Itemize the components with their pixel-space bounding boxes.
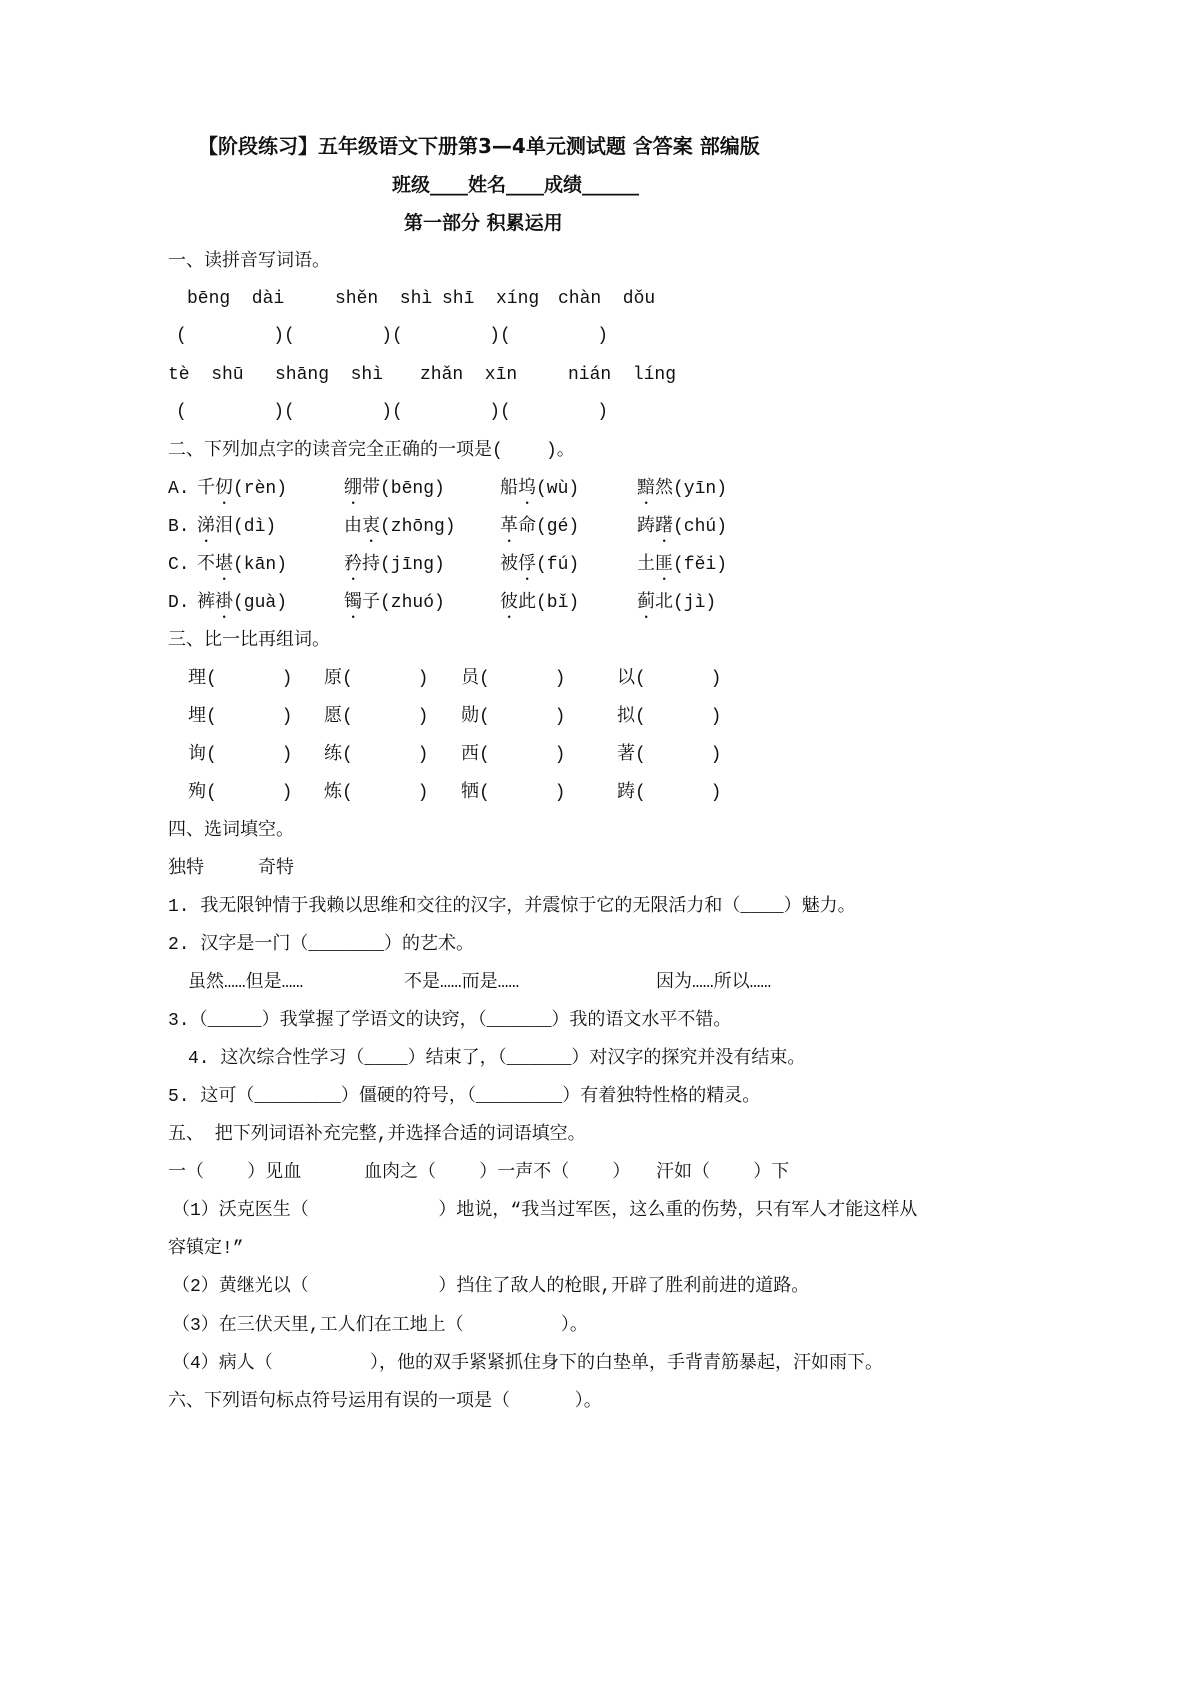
sentence: 2. 汉字是一门（_______）的艺术。 — [168, 935, 475, 955]
sentence: 3.（_____）我掌握了学语文的诀窍，（______）我的语文水平不错。 — [168, 1011, 732, 1031]
word-building-item[interactable] — [324, 743, 428, 767]
pinyin: (zhōng) — [380, 517, 456, 537]
option-word — [197, 553, 287, 585]
sentence: （2）黄继光以（ ）挡住了敌人的枪眼,开辟了胜利前进的道路。 — [172, 1277, 810, 1297]
blank[interactable]: ( ) — [206, 745, 293, 765]
character: 拟 — [617, 707, 635, 727]
dotted-character: 彼 — [500, 593, 518, 613]
character: 员 — [461, 669, 479, 689]
character: 著 — [617, 745, 635, 765]
character: 原 — [324, 669, 342, 689]
blank[interactable]: ( ) — [206, 707, 293, 727]
option-word — [637, 591, 716, 623]
character: 北 — [655, 593, 673, 613]
character: 泪 — [215, 517, 233, 537]
sentence: 容镇定!” — [168, 1239, 244, 1259]
blank[interactable]: ( ) — [342, 783, 429, 803]
dotted-character: 涕 — [197, 517, 215, 537]
character: 踌 — [637, 517, 655, 537]
pinyin-item: tè shū — [168, 365, 244, 385]
option-word — [637, 515, 727, 547]
word-building-item[interactable] — [324, 705, 428, 729]
character: 子 — [362, 593, 380, 613]
word-building-item[interactable] — [188, 743, 292, 767]
dotted-character: 镯 — [344, 593, 362, 613]
character: 船 — [500, 479, 518, 499]
word-building-item[interactable] — [188, 705, 292, 729]
dotted-character: 褂 — [215, 593, 233, 613]
option-word — [197, 515, 276, 547]
dotted-character: 矜 — [344, 555, 362, 575]
blank[interactable]: ( ) — [479, 745, 566, 765]
sentence: （4）病人（ ），他的双手紧紧抓住身下的白垫单，手背青筋暴起，汗如雨下。 — [172, 1354, 884, 1374]
character: 然 — [655, 479, 673, 499]
q4-heading: 四、选词填空。 — [168, 821, 294, 841]
word-building-item[interactable] — [617, 705, 721, 729]
character: 愿 — [324, 707, 342, 727]
conjunction-choice: 因为……所以…… — [656, 973, 772, 993]
dotted-character: 衷 — [362, 517, 380, 537]
word-building-item[interactable] — [324, 781, 428, 805]
character: 理 — [188, 669, 206, 689]
word-building-item[interactable] — [617, 667, 721, 691]
word-building-item[interactable] — [324, 667, 428, 691]
option-word — [500, 553, 579, 585]
dotted-character: 躇 — [655, 517, 673, 537]
character: 以 — [617, 669, 635, 689]
word-building-item[interactable] — [461, 705, 565, 729]
pinyin: (jīng) — [380, 555, 445, 575]
pinyin: (chú) — [673, 517, 728, 537]
blank[interactable]: ( ) — [342, 707, 429, 727]
blank[interactable]: ( ) — [479, 707, 566, 727]
q1-heading: 一、读拼音写词语。 — [168, 252, 330, 272]
idiom: 汗如（ ）下 — [656, 1163, 790, 1183]
character: 埋 — [188, 707, 206, 727]
q2-heading: 二、下列加点字的读音完全正确的一项是( )。 — [168, 441, 575, 461]
pinyin-item: chàn dǒu — [558, 289, 656, 309]
blank[interactable]: ( ) — [635, 745, 722, 765]
character: 勋 — [461, 707, 479, 727]
pinyin: (gé) — [536, 517, 580, 537]
option-label[interactable]: A. — [168, 479, 190, 499]
pinyin: (yīn) — [673, 479, 728, 499]
character: 裤 — [197, 593, 215, 613]
blank[interactable]: ( ) — [342, 669, 429, 689]
option-word — [344, 477, 445, 509]
dotted-character: 匪 — [655, 555, 673, 575]
character: 不 — [197, 555, 215, 575]
sentence: 5. 这可（________）僵硬的符号，（________）有着独特性格的精灵。 — [168, 1087, 761, 1107]
q3-heading: 三、比一比再组词。 — [168, 631, 330, 651]
pinyin: (rèn) — [233, 479, 288, 499]
option-word — [637, 553, 727, 585]
character: 由 — [344, 517, 362, 537]
pinyin-item: bēng dài — [187, 289, 285, 309]
character: 询 — [188, 745, 206, 765]
character: 命 — [518, 517, 536, 537]
character: 练 — [324, 745, 342, 765]
pinyin: (fěi) — [673, 555, 728, 575]
pinyin-item: shī xíng — [442, 289, 540, 309]
word-building-item[interactable] — [461, 743, 565, 767]
student-info-line: 班级____姓名____成绩______ — [392, 174, 640, 196]
option-word — [344, 591, 445, 623]
word-building-item[interactable] — [188, 667, 292, 691]
word-building-item[interactable] — [461, 781, 565, 805]
pinyin: (wù) — [536, 479, 580, 499]
character: 被 — [500, 555, 518, 575]
word-building-item[interactable] — [617, 743, 721, 767]
pinyin: (kān) — [233, 555, 288, 575]
character: 土 — [637, 555, 655, 575]
idiom: 血肉之（ ）一声不（ ） — [364, 1163, 631, 1183]
option-word — [197, 477, 287, 509]
answer-blanks[interactable]: ( )( )( )( ) — [176, 402, 609, 422]
dotted-character: 坞 — [518, 479, 536, 499]
blank[interactable]: ( ) — [635, 669, 722, 689]
q6-heading: 六、下列语句标点符号运用有误的一项是（ ）。 — [168, 1392, 602, 1412]
answer-blanks[interactable]: ( )( )( )( ) — [176, 326, 609, 346]
q5-heading: 五、 把下列词语补充完整,并选择合适的词语填空。 — [168, 1125, 586, 1145]
blank[interactable]: ( ) — [206, 783, 293, 803]
character: 此 — [518, 593, 536, 613]
pinyin: (jì) — [673, 593, 717, 613]
option-word — [344, 515, 456, 547]
pinyin-item: zhǎn xīn — [420, 365, 518, 385]
pinyin: (bēng) — [380, 479, 445, 499]
dotted-character: 仞 — [215, 479, 233, 499]
blank[interactable]: ( ) — [635, 707, 722, 727]
part-heading: 第一部分 积累运用 — [404, 212, 563, 234]
word-building-item[interactable] — [461, 667, 565, 691]
dotted-character: 堪 — [215, 555, 233, 575]
sentence: （3）在三伏天里,工人们在工地上（ ）。 — [172, 1316, 588, 1336]
character: 带 — [362, 479, 380, 499]
word-building-item[interactable] — [617, 781, 721, 805]
option-word — [344, 553, 445, 585]
blank[interactable]: ( ) — [206, 669, 293, 689]
option-label[interactable]: B. — [168, 517, 190, 537]
option-label[interactable]: D. — [168, 593, 190, 613]
option-word — [500, 477, 579, 509]
document-title: 【阶段练习】五年级语文下册第3—4单元测试题 含答案 部编版 — [198, 134, 760, 158]
blank[interactable]: ( ) — [342, 745, 429, 765]
dotted-character: 革 — [500, 517, 518, 537]
dotted-character: 俘 — [518, 555, 536, 575]
option-word — [500, 515, 579, 547]
pinyin-item: shāng shì — [275, 365, 384, 385]
dotted-character: 蓟 — [637, 593, 655, 613]
option-word — [500, 591, 579, 623]
word-building-item[interactable] — [188, 781, 292, 805]
character: 牺 — [461, 783, 479, 803]
option-word — [197, 591, 287, 623]
pinyin-item: nián líng — [568, 365, 677, 385]
pinyin: (guà) — [233, 593, 288, 613]
conjunction-choice: 虽然……但是…… — [188, 973, 304, 993]
option-word — [637, 477, 727, 509]
character: 千 — [197, 479, 215, 499]
idiom: 一（ ）见血 — [168, 1163, 302, 1183]
dotted-character: 黯 — [637, 479, 655, 499]
word-choices: 独特 奇特 — [168, 859, 295, 879]
pinyin-item: shěn shì — [335, 289, 433, 309]
pinyin: (bǐ) — [536, 593, 580, 613]
sentence: 1. 我无限钟情于我赖以思维和交往的汉字，并震惊于它的无限活力和（____）魅力。 — [168, 897, 856, 917]
blank[interactable]: ( ) — [635, 783, 722, 803]
pinyin: (zhuó) — [380, 593, 445, 613]
pinyin: (dì) — [233, 517, 277, 537]
pinyin: (fú) — [536, 555, 580, 575]
dotted-character: 绷 — [344, 479, 362, 499]
character: 持 — [362, 555, 380, 575]
sentence: （1）沃克医生（ ）地说，“我当过军医，这么重的伤势，只有军人才能这样从 — [172, 1201, 918, 1221]
character: 西 — [461, 745, 479, 765]
option-label[interactable]: C. — [168, 555, 190, 575]
character: 殉 — [188, 783, 206, 803]
blank[interactable]: ( ) — [479, 669, 566, 689]
character: 踌 — [617, 783, 635, 803]
sentence: 4. 这次综合性学习（____）结束了，（______）对汉字的探究并没有结束。 — [188, 1049, 806, 1069]
character: 炼 — [324, 783, 342, 803]
blank[interactable]: ( ) — [479, 783, 566, 803]
conjunction-choice: 不是……而是…… — [404, 973, 520, 993]
